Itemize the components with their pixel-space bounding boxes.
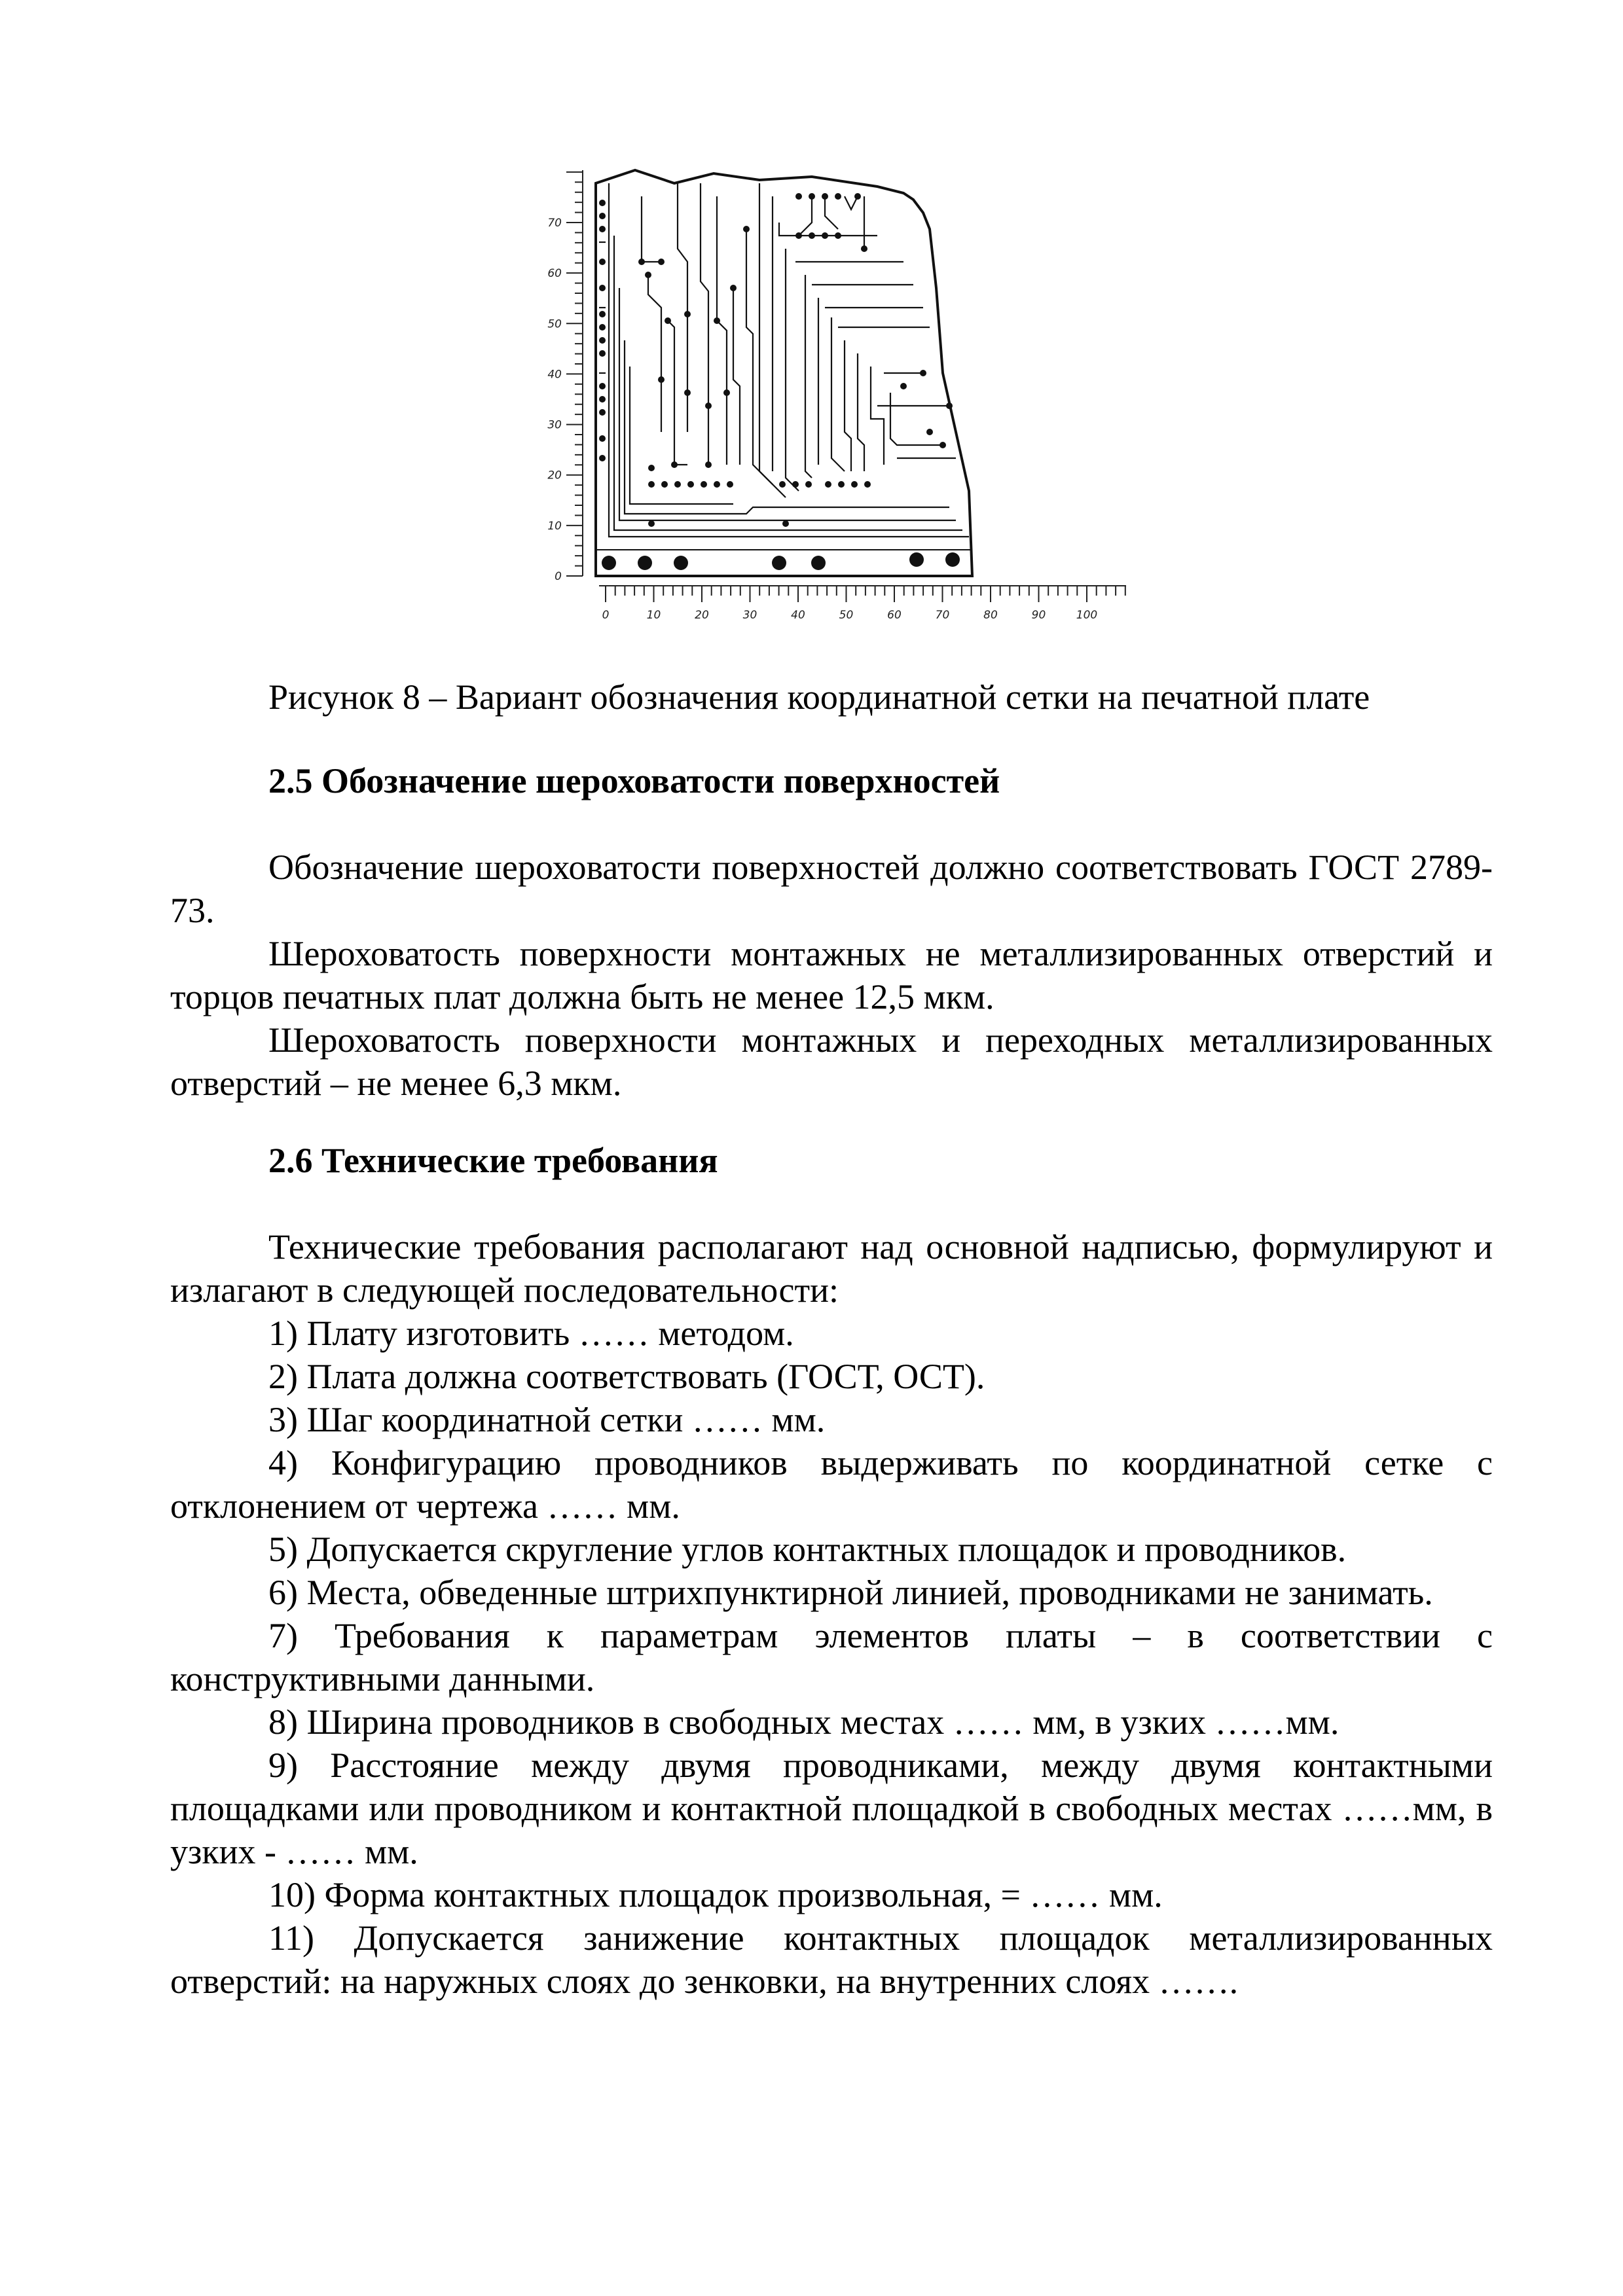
section-2-5 bbox=[170, 759, 1493, 1105]
paragraph: Шероховатость поверхности монтажных не металлизированных отверстий и торцов печатных плат должна быть не менее 12,5 мкм. bbox=[170, 934, 1493, 1016]
x-ruler-ticks bbox=[606, 586, 1125, 602]
y-tick-label: 30 bbox=[547, 418, 562, 432]
y-ruler-ticks bbox=[566, 172, 583, 576]
x-tick-label: 80 bbox=[983, 609, 998, 622]
paragraph: Шероховатость поверхности монтажных и переходных металлизированных отверстий – не менее 6,3 мкм. bbox=[170, 1020, 1493, 1103]
y-tick-label: 70 bbox=[547, 217, 562, 230]
section-2-6 bbox=[170, 1139, 1493, 2003]
y-ruler-labels bbox=[547, 217, 562, 583]
y-tick-label: 60 bbox=[547, 267, 562, 281]
list-item: 6) Места, обведенные штрихпунктирной линией, проводниками не занимать. bbox=[268, 1573, 1433, 1612]
list-item: 8) Ширина проводников в свободных местах …… мм, в узких ……мм. bbox=[268, 1702, 1340, 1742]
pcb-coordinate-grid-figure bbox=[537, 157, 1126, 655]
section-heading: 2.6 Технические требования bbox=[268, 1141, 718, 1180]
x-tick-label: 0 bbox=[602, 609, 610, 622]
x-tick-label: 90 bbox=[1031, 609, 1046, 622]
list-item: 5) Допускается скругление углов контактных площадок и проводников. bbox=[268, 1530, 1347, 1569]
x-tick-label: 70 bbox=[935, 609, 950, 622]
y-tick-label: 20 bbox=[547, 469, 562, 482]
list-item: 10) Форма контактных площадок произвольная, = …… мм. bbox=[268, 1875, 1163, 1914]
list-item: 11) Допускается занижение контактных площадок металлизированных отверстий: на наружных слоях до зенковки, на внутренних слоях ……. bbox=[170, 1918, 1493, 2001]
x-tick-label: 10 bbox=[646, 609, 661, 622]
x-ruler-labels bbox=[602, 609, 1098, 622]
x-tick-label: 40 bbox=[791, 609, 805, 622]
x-tick-label: 100 bbox=[1076, 609, 1098, 622]
list-item: 7) Требования к параметрам элементов платы – в соответствии с конструктивными данными. bbox=[170, 1616, 1493, 1698]
y-tick-label: 10 bbox=[547, 519, 562, 533]
paragraph: Технические требования располагают над основной надписью, формулируют и излагают в следующей последовательности: bbox=[170, 1227, 1493, 1310]
section-heading: 2.5 Обозначение шероховатости поверхностей bbox=[268, 761, 1000, 800]
y-tick-label: 40 bbox=[547, 368, 562, 382]
x-tick-label: 30 bbox=[742, 609, 757, 622]
list-item: 3) Шаг координатной сетки …… мм. bbox=[268, 1400, 826, 1439]
x-tick-label: 60 bbox=[887, 609, 902, 622]
list-item: 4) Конфигурацию проводников выдерживать по координатной сетке с отклонением от чертежа …… мм. bbox=[170, 1443, 1493, 1526]
paragraph: Обозначение шероховатости поверхностей должно соответствовать ГОСТ 2789-73. bbox=[170, 848, 1493, 930]
list-item: 2) Плата должна соответствовать (ГОСТ, ОСТ). bbox=[268, 1357, 985, 1396]
list-item: 9) Расстояние между двумя проводниками, между двумя контактными площадками или проводником и контактной площадкой в свободных местах ……мм, в узких - …… мм. bbox=[170, 1746, 1493, 1871]
x-tick-label: 50 bbox=[839, 609, 854, 622]
x-tick-label: 20 bbox=[695, 609, 709, 622]
pcb-drawing bbox=[537, 157, 1126, 655]
y-tick-label: 50 bbox=[547, 317, 562, 331]
y-tick-label: 0 bbox=[555, 570, 562, 583]
figure-caption: Рисунок 8 – Вариант обозначения координатной сетки на печатной плате bbox=[268, 677, 1370, 717]
list-item: 1) Плату изготовить …… методом. bbox=[268, 1314, 794, 1353]
